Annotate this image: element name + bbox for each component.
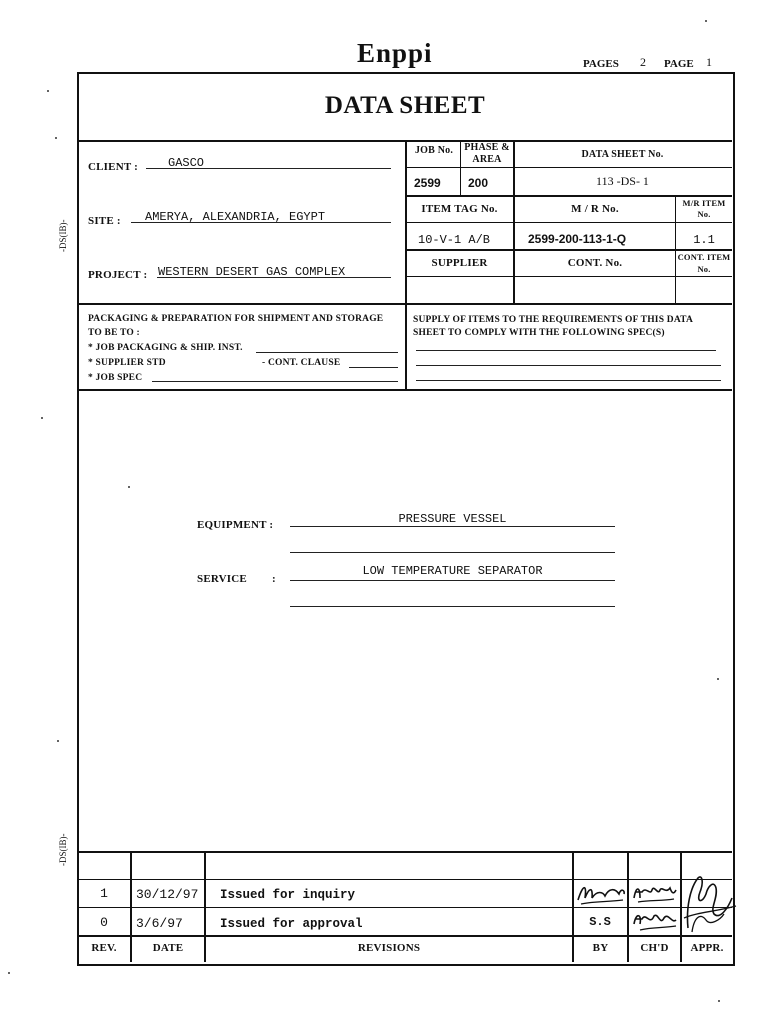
scan-speck bbox=[47, 90, 49, 92]
client-label: CLIENT : bbox=[88, 161, 138, 173]
scan-speck bbox=[55, 137, 57, 139]
supplier-label: SUPPLIER bbox=[431, 257, 488, 269]
side-form-code-lower: -DS(IB)- bbox=[58, 833, 68, 866]
revision-number: 1 bbox=[100, 886, 108, 901]
client-underline bbox=[146, 168, 391, 169]
divider bbox=[675, 195, 676, 303]
divider bbox=[460, 140, 461, 195]
revision-number: 0 bbox=[100, 915, 108, 930]
supply-requirements-text-line2: SHEET TO COMPLY WITH THE FOLLOWING SPEC(S) bbox=[413, 328, 665, 338]
service-value: LOW TEMPERATURE SEPARATOR bbox=[362, 564, 543, 578]
revision-by: S.S bbox=[589, 915, 611, 929]
divider bbox=[406, 195, 732, 197]
phase-area-label: PHASE & AREA bbox=[464, 142, 510, 165]
job-no-value: 2599 bbox=[414, 176, 441, 190]
item-tag-value: 10-V-1 A/B bbox=[418, 233, 491, 247]
revision-description: Issued for approval bbox=[220, 917, 363, 931]
job-spec-label: * JOB SPEC bbox=[88, 373, 143, 383]
service-label: SERVICE bbox=[197, 573, 247, 585]
data-sheet-no-label: DATA SHEET No. bbox=[581, 149, 664, 160]
pages-value: 2 bbox=[640, 55, 646, 69]
equipment-line-2 bbox=[290, 552, 615, 553]
divider bbox=[78, 935, 732, 937]
page-value: 1 bbox=[706, 55, 712, 69]
job-spec-line bbox=[152, 381, 398, 382]
mr-no-label: M / R No. bbox=[571, 203, 619, 215]
service-line-2 bbox=[290, 606, 615, 607]
date-column-header: DATE bbox=[152, 942, 184, 954]
page-title: DATA SHEET bbox=[324, 92, 486, 119]
revision-date: 3/6/97 bbox=[136, 916, 183, 931]
signature-chd-rev1 bbox=[630, 880, 678, 906]
equipment-label: EQUIPMENT : bbox=[197, 519, 274, 531]
spec-line bbox=[416, 350, 716, 351]
scan-speck bbox=[8, 972, 10, 974]
packaging-title-line2: TO BE TO : bbox=[88, 328, 140, 338]
side-form-code-upper: -DS(IB)- bbox=[58, 219, 68, 252]
by-column-header: BY bbox=[592, 942, 609, 954]
job-packaging-label: * JOB PACKAGING & SHIP. INST. bbox=[88, 343, 243, 353]
pages-label: PAGES bbox=[583, 58, 619, 70]
job-no-label: JOB No. bbox=[414, 145, 454, 156]
cont-item-label: CONT. ITEM No. bbox=[677, 252, 731, 274]
site-label: SITE : bbox=[88, 215, 121, 227]
service-line bbox=[290, 580, 615, 581]
revision-description: Issued for inquiry bbox=[220, 888, 356, 902]
divider bbox=[406, 167, 732, 168]
site-value: AMERYA, ALEXANDRIA, EGYPT bbox=[145, 210, 326, 224]
divider bbox=[406, 222, 732, 223]
scan-speck bbox=[718, 1000, 720, 1002]
signature-appr bbox=[680, 868, 740, 936]
divider bbox=[406, 276, 732, 277]
project-label: PROJECT : bbox=[88, 269, 148, 281]
scan-speck bbox=[41, 417, 43, 419]
project-value: WESTERN DESERT GAS COMPLEX bbox=[158, 265, 346, 279]
data-sheet-no-value: 113 -DS- 1 bbox=[596, 174, 649, 188]
signature-by-rev1 bbox=[575, 880, 627, 908]
spec-line bbox=[416, 380, 721, 381]
scan-speck bbox=[705, 20, 707, 22]
divider bbox=[513, 140, 515, 303]
project-underline bbox=[157, 277, 391, 278]
client-value: GASCO bbox=[168, 156, 205, 170]
chd-column-header: CH'D bbox=[640, 942, 669, 954]
supply-requirements-text: SUPPLY OF ITEMS TO THE REQUIREMENTS OF THIS DATA bbox=[413, 315, 694, 325]
company-logo: Enppi bbox=[357, 38, 433, 68]
spec-line bbox=[416, 365, 721, 366]
cont-clause-line bbox=[349, 367, 398, 368]
item-tag-label: ITEM TAG No. bbox=[421, 203, 498, 215]
service-colon: : bbox=[272, 573, 276, 585]
cont-no-label: CONT. No. bbox=[567, 257, 623, 269]
supplier-std-label: * SUPPLIER STD bbox=[88, 358, 166, 368]
revision-date: 30/12/97 bbox=[136, 887, 199, 902]
page-label: PAGE bbox=[664, 58, 694, 70]
phase-area-value: 200 bbox=[468, 176, 489, 190]
job-packaging-line bbox=[256, 352, 398, 353]
equipment-value: PRESSURE VESSEL bbox=[398, 512, 507, 526]
rev-column-header: REV. bbox=[91, 942, 117, 954]
packaging-title: PACKAGING & PREPARATION FOR SHIPMENT AND STORAGE bbox=[88, 314, 384, 324]
equipment-line bbox=[290, 526, 615, 527]
signature-chd-rev0 bbox=[630, 908, 678, 934]
mr-no-value: 2599-200-113-1-Q bbox=[528, 232, 627, 246]
mr-item-value: 1.1 bbox=[693, 233, 715, 247]
divider bbox=[78, 851, 732, 853]
scan-speck bbox=[57, 740, 59, 742]
revisions-column-header: REVISIONS bbox=[357, 942, 421, 954]
mr-item-label: M/R ITEM No. bbox=[682, 198, 726, 219]
cont-clause-label: - CONT. CLAUSE bbox=[262, 358, 341, 368]
site-underline bbox=[131, 222, 391, 223]
appr-column-header: APPR. bbox=[690, 942, 724, 954]
